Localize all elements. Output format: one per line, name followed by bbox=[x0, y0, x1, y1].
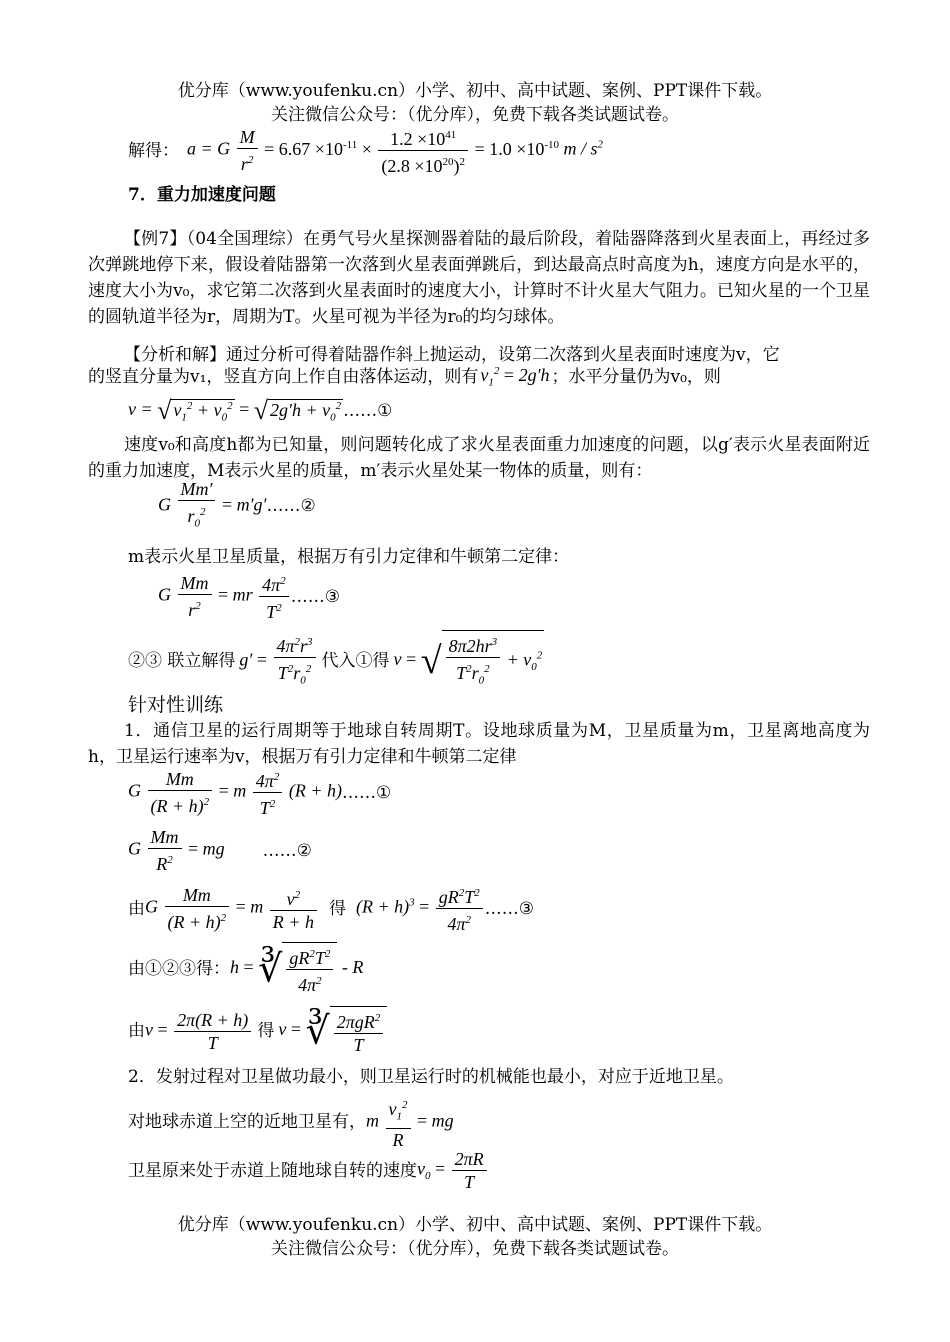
section-title: 7．重力加速度问题 bbox=[128, 185, 276, 205]
footer-line-2: 关注微信公众号：（优分库），免费下载各类试题试卷。 bbox=[271, 1239, 679, 1259]
equation-1-tag: ……① bbox=[343, 401, 393, 421]
q1-result-h: 由①②③得： h = ∛ $\frac{gR^2T^2}{4\pi^2}$ - R bbox=[128, 942, 363, 996]
header-line-2: 关注微信公众号：（优分库），免费下载各类试题试卷。 bbox=[271, 105, 679, 125]
equation-1: v = √ $v_1^2 + v_0^2$ = √ $2g'h + v_0^2$ ……① bbox=[128, 396, 393, 425]
q2-line-3: 卫星原来处于赤道上随地球自转的速度 bbox=[128, 1160, 417, 1181]
equation-2: G $\frac{Mm'}{r_0^2}$ = m′g′ ……② bbox=[158, 479, 316, 530]
q1-you: 由 bbox=[128, 898, 145, 919]
q1-tag-1: ……① bbox=[341, 782, 392, 803]
training-title: 针对性训练 bbox=[128, 694, 224, 716]
q2-equation-2: 卫星原来处于赤道上随地球自转的速度 $v_0$ = $\frac{2\pi R}{T}$ bbox=[128, 1148, 489, 1193]
q2-equation-1: 对地球赤道上空的近地卫星有， m $\frac{v_1^2}{R}$ = mg bbox=[128, 1094, 454, 1151]
equation-2-tag: ……② bbox=[266, 496, 316, 517]
q1-from-123: 由①②③得： bbox=[128, 959, 230, 979]
analysis-paragraph-2: 速度v₀和高度h都为已知量，则问题转化成了求火星表面重力加速度的问题，以g′表示火星表面附近的重力加速度，M表示火星的质量，m′表示火星处某一物体的质量，则有： bbox=[88, 435, 870, 481]
q1-tag-3: ……③ bbox=[484, 898, 535, 919]
q1-equation-3: 由 G $\frac{Mm}{(R + h)^2}$ = m $\frac{v^2}{R + h}$ 得 $(R + h)^3$ = $\frac{gR^2T^2}{4\pi^2}$ ……③ bbox=[128, 882, 534, 935]
question-1-text: 1．通信卫星的运行周期等于地球自转周期T。设地球质量为M，卫星质量为m，卫星离地高度为h，卫星运行速率为v，根据万有引力定律和牛顿第二定律 bbox=[88, 721, 870, 767]
analysis-line-1: 【分析和解】通过分析可得着陆器作斜上抛运动，设第二次落到火星表面时速度为v，它 bbox=[124, 345, 780, 365]
q1-equation-2: G $\frac{Mm}{R^2}$ = mg ……② bbox=[128, 827, 312, 874]
combined-label: ②③ 联立解得 bbox=[128, 650, 236, 671]
example-7-text: 【例7】（04全国理综）在勇气号火星探测器着陆的最后阶段，着陆器降落到火星表面上，再经过多次弹跳地停下来，假设着陆器第一次落到火星表面弹跳后，到达最高点时高度为h，速度方向是水平的，速度大小为v₀，求它第二次落到火星表面时的速度大小，计算时不计火星大气阻力。已知火星的一个卫星的圆轨道半径为r，周期为T。火星可视为半径为r₀的均匀球体。 bbox=[88, 229, 870, 327]
q1-de: 得 bbox=[328, 898, 346, 919]
combined-result: ②③ 联立解得 g′ = $\frac{4\pi^2r^3}{T^2r_0^2}$ 代入①得 v = √ $\frac{8\pi 2hr^3}{T^2r_0^2}$ + $v_0^2$ bbox=[128, 630, 544, 692]
question-2-text: 2．发射过程对卫星做功最小，则卫星运行时的机械能也最小，对应于近地卫星。 bbox=[128, 1067, 734, 1087]
q1-you-2: 由 bbox=[128, 1021, 145, 1041]
q1-result-v: 由 v = $\frac{2\pi(R + h)}{T}$ 得 v = ∛ $\frac{2\pi gR^2}{T}$ bbox=[128, 1006, 387, 1056]
analysis-text-c: ；水平分量仍为v₀，则 bbox=[551, 367, 721, 387]
footer-line-1: 优分库（www.youfenku.cn）小学、初中、高中试题、案例、PPT课件下载。 bbox=[177, 1215, 773, 1235]
equation-3: G $\frac{Mm}{r^2}$ = mr $\frac{4\pi^2}{T^2}$ ……③ bbox=[158, 570, 340, 623]
q1-equation-1: G $\frac{Mm}{(R + h)^2}$ = m $\frac{4\pi^2}{T^2}$ (R + h) ……① bbox=[128, 766, 391, 819]
equation-3-tag: ……③ bbox=[290, 586, 340, 607]
header-line-1: 优分库（www.youfenku.cn）小学、初中、高中试题、案例、PPT课件下载。 bbox=[177, 81, 773, 101]
substitute-label: 代入①得 bbox=[321, 650, 390, 671]
q1-de-2: 得 bbox=[257, 1021, 275, 1041]
q1-tag-2: ……② bbox=[262, 840, 312, 861]
solution-label: 解得： bbox=[128, 140, 179, 161]
q2-line-2: 对地球赤道上空的近地卫星有， bbox=[128, 1112, 366, 1133]
analysis-line-2: 的竖直分量为v₁，竖直方向上作自由落体运动，则有 $v_1^2 = 2g'h$ ；水平分量仍为v₀，则 bbox=[88, 365, 721, 389]
analysis-paragraph-3: m表示火星卫星质量，根据万有引力定律和牛顿第二定律： bbox=[128, 547, 570, 567]
analysis-text-b: 的竖直分量为v₁，竖直方向上作自由落体运动，则有 bbox=[88, 367, 479, 387]
solution-equation: 解得： a = G $\frac{M}{r^2}$ = $6.67 \times 10^{-11}$ × $\frac{1.2 \times 10^{41}}{(2.8 \times 10^{20})^2}$ = $1.0 \times 10^{-10}$ m / $s^2$ bbox=[128, 124, 603, 177]
